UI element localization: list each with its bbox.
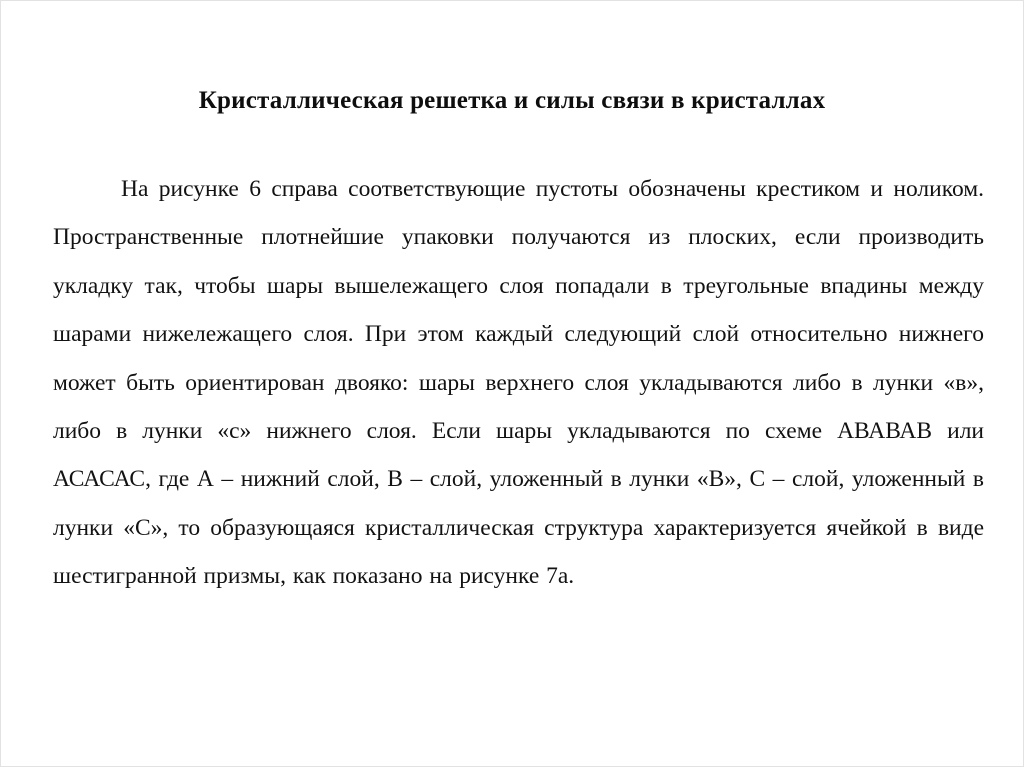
page-title: Кристаллическая решетка и силы связи в кристаллах (198, 87, 826, 114)
body-paragraph: На рисунке 6 справа соответствующие пустоты обозначены крестиком и ноликом. Пространственные плотнейшие упаковки получаются из плоских, если производить укладку так, чтобы шары вышележащего слоя попадали в треугольные впадины между шарами нижележащего слоя. При этом каждый следующий слой относительно нижнего может быть ориентирован двояко: шары верхнего слоя укладываются либо в лунки «в», либо в лунки «с» нижнего слоя. Если шары укладываются по схеме АВАВАВ или АСАСАС, где А – нижний слой, В – слой, уложенный в лунки «В», С – слой, уложенный в лунки «С», то образующаяся кристаллическая структура характеризуется ячейкой в виде шестигранной призмы, как показано на рисунке 7а. (53, 176, 984, 590)
